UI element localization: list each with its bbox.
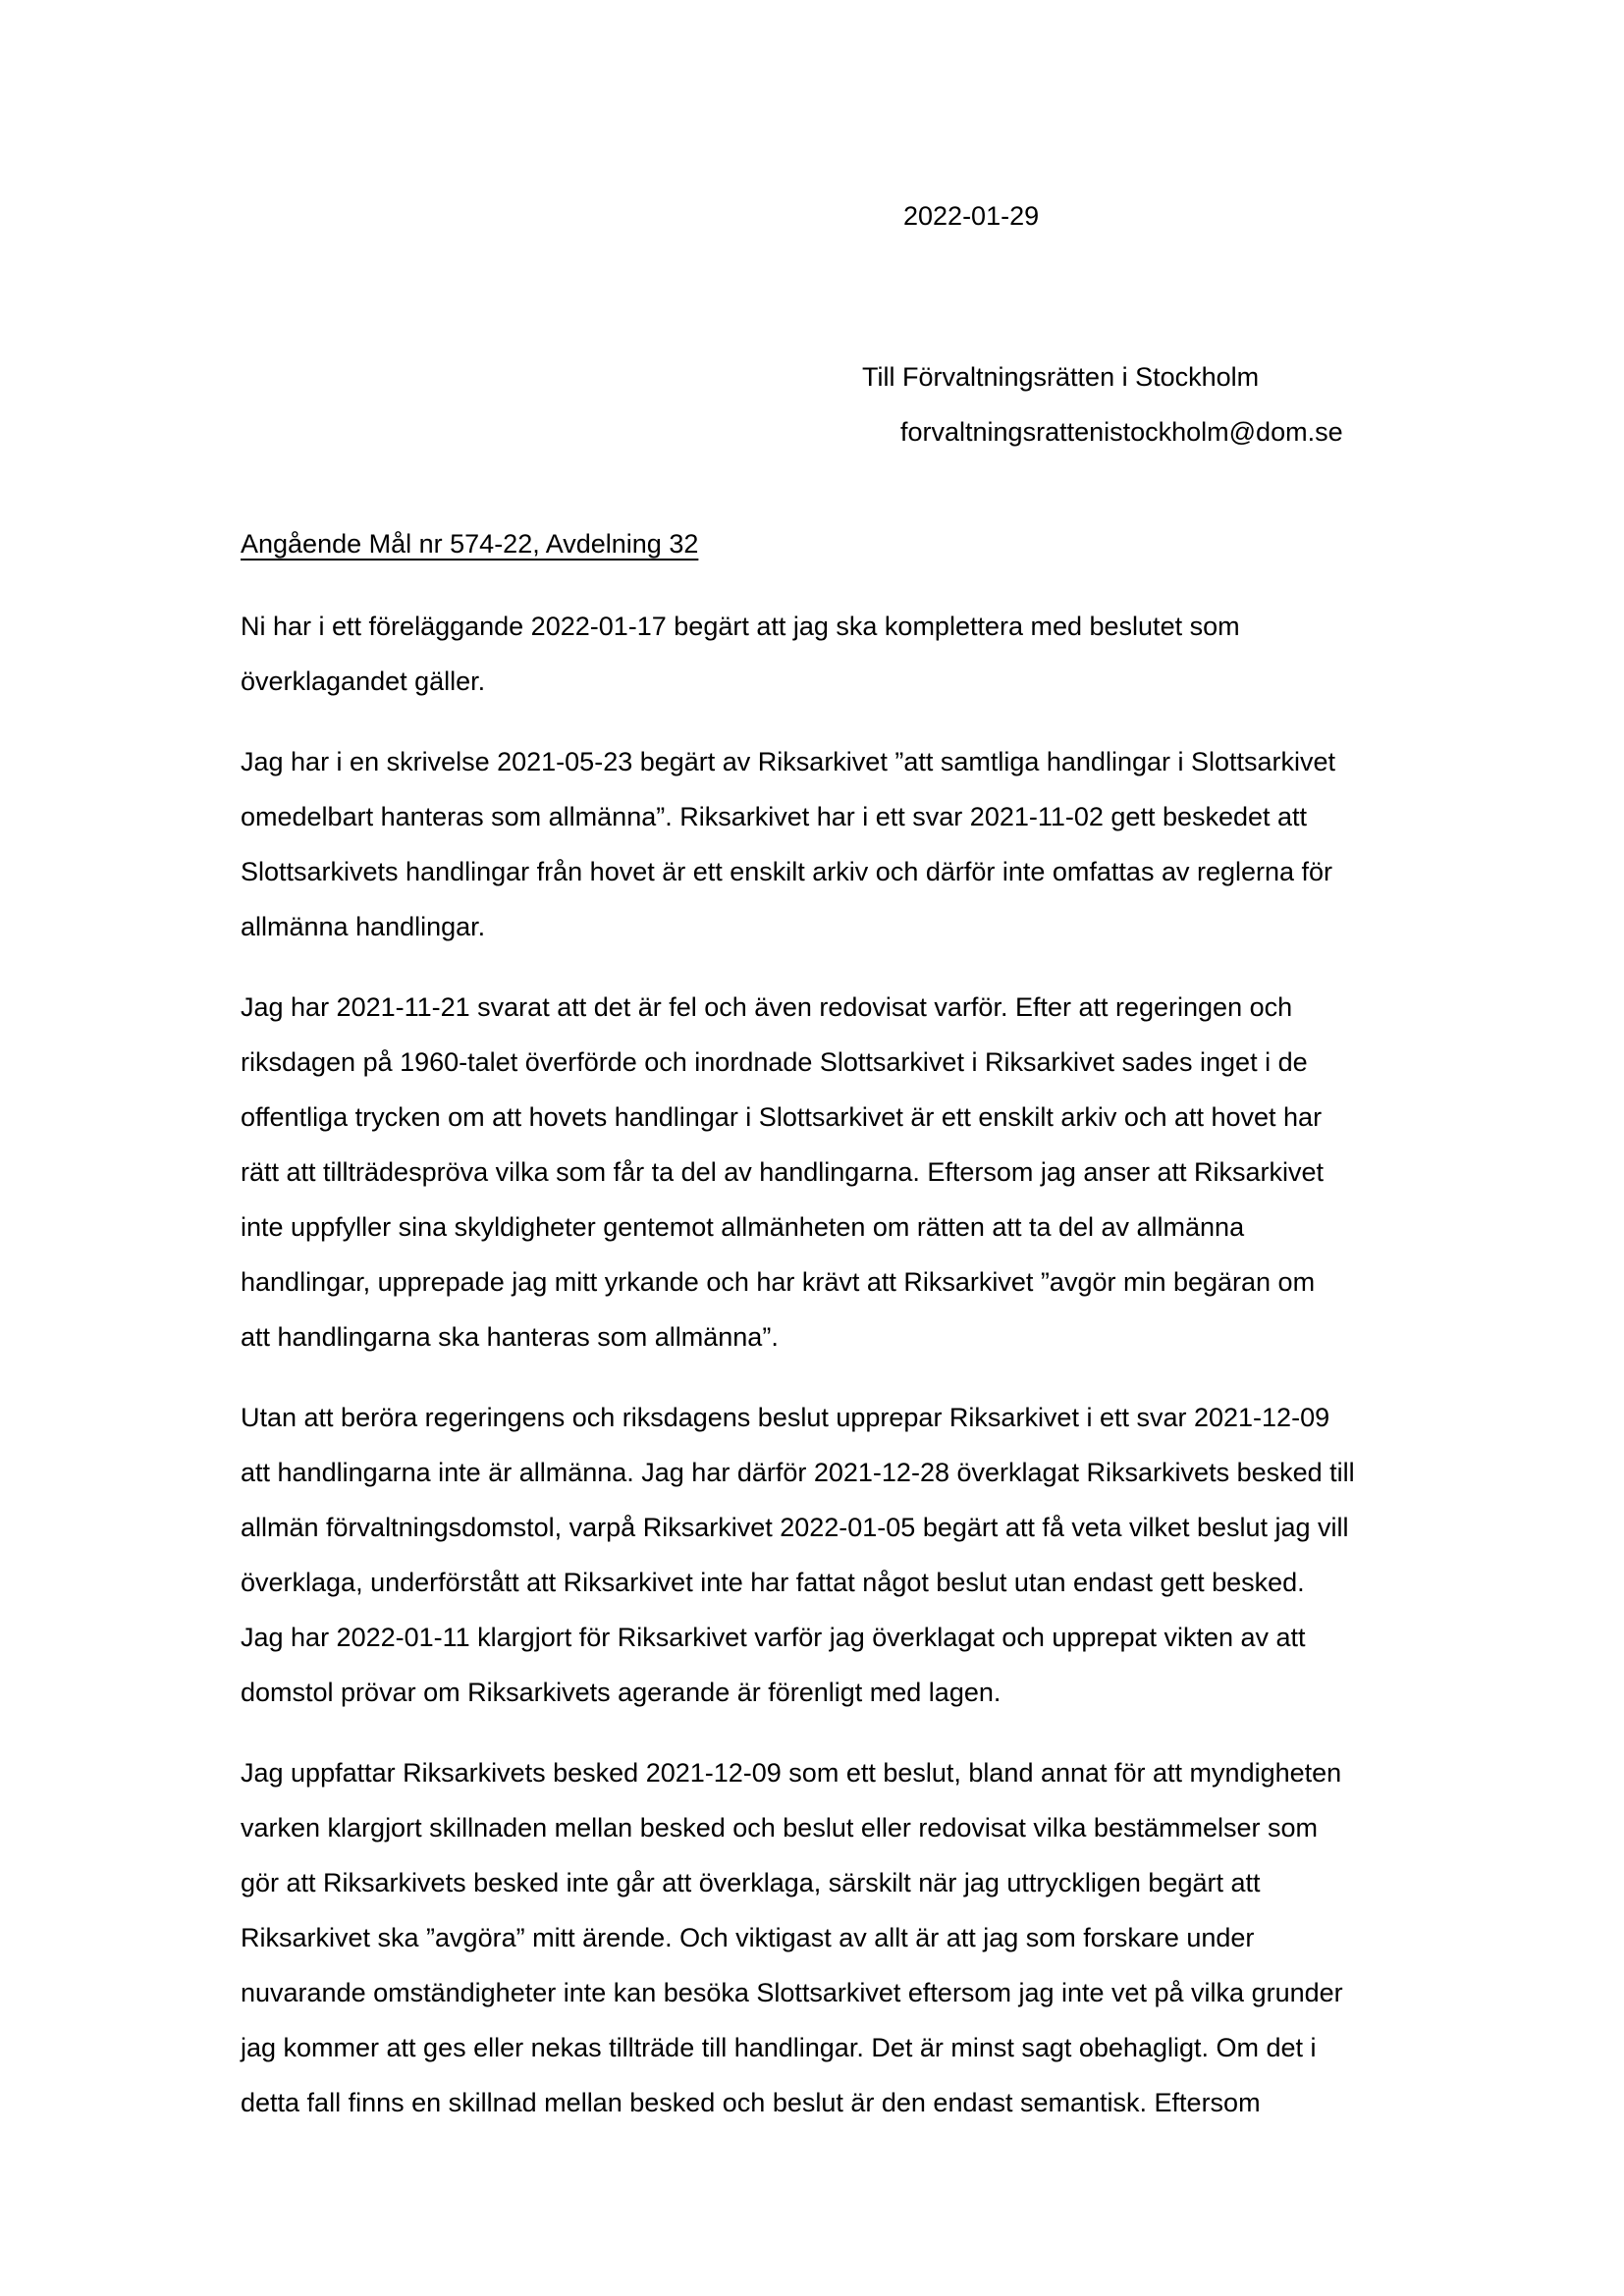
text-line: handlingar, upprepade jag mitt yrkande och har krävt att Riksarkivet ”avgör min begäran om	[241, 1267, 1316, 1297]
text-line: överklagandet gäller.	[241, 667, 486, 696]
text-line: riksdagen på 1960-talet överförde och inordnade Slottsarkivet i Riksarkivet sades inget i de	[241, 1047, 1308, 1077]
text-line: Utan att beröra regeringens och riksdagens beslut upprepar Riksarkivet i ett svar 2021-12-09	[241, 1403, 1330, 1432]
paragraph	[241, 1390, 1447, 1720]
text-line: allmän förvaltningsdomstol, varpå Riksarkivet 2022-01-05 begärt att få veta vilket beslut jag vill	[241, 1513, 1349, 1542]
text-line: inte uppfyller sina skyldigheter gentemot allmänheten om rätten att ta del av allmänna	[241, 1212, 1245, 1242]
text-line: Slottsarkivets handlingar från hovet är ett enskilt arkiv och därför inte omfattas av reglerna för	[241, 857, 1333, 886]
text-line: omedelbart hanteras som allmänna”. Riksarkivet har i ett svar 2021-11-02 gett beskedet att	[241, 802, 1308, 831]
paragraph	[241, 1745, 1447, 2130]
paragraph	[241, 599, 1447, 709]
paragraph	[241, 734, 1447, 954]
recipient-line: Till Förvaltningsrätten i Stockholm	[862, 362, 1260, 392]
text-line: detta fall finns en skillnad mellan besked och beslut är den endast semantisk. Eftersom	[241, 2088, 1261, 2117]
text-line: överklaga, underförstått att Riksarkivet inte har fattat något beslut utan endast gett besked.	[241, 1568, 1305, 1597]
text-line: att handlingarna ska hanteras som allmänna”.	[241, 1322, 779, 1352]
text-line: domstol prövar om Riksarkivets agerande är förenligt med lagen.	[241, 1678, 1001, 1707]
text-line: Jag har 2022-01-11 klargjort för Riksarkivet varför jag överklagat och upprepat vikten av att	[241, 1623, 1306, 1652]
text-line: Jag har 2021-11-21 svarat att det är fel och även redovisat varför. Efter att regeringen och	[241, 992, 1293, 1022]
text-line: gör att Riksarkivets besked inte går att överklaga, särskilt när jag uttryckligen begärt att	[241, 1868, 1261, 1897]
text-line: Riksarkivet ska ”avgöra” mitt ärende. Och viktigast av allt är att jag som forskare under	[241, 1923, 1255, 1952]
text-line: Jag uppfattar Riksarkivets besked 2021-12-09 som ett beslut, bland annat för att myndigheten	[241, 1758, 1342, 1788]
text-line: Ni har i ett föreläggande 2022-01-17 begärt att jag ska komplettera med beslutet som	[241, 612, 1240, 641]
subject-heading: Angående Mål nr 574-22, Avdelning 32	[241, 529, 699, 559]
letter-body	[241, 599, 1447, 2130]
text-line: att handlingarna inte är allmänna. Jag har därför 2021-12-28 överklagat Riksarkivets besked till	[241, 1458, 1355, 1487]
paragraph	[241, 980, 1447, 1364]
text-line: offentliga trycken om att hovets handlingar i Slottsarkivet är ett enskilt arkiv och att hovet har	[241, 1102, 1323, 1132]
text-line: Jag har i en skrivelse 2021-05-23 begärt av Riksarkivet ”att samtliga handlingar i Slottsarkivet	[241, 747, 1336, 776]
letter-date: 2022-01-29	[903, 201, 1040, 231]
text-line: rätt att tillträdespröva vilka som får ta del av handlingarna. Eftersom jag anser att Riksarkivet	[241, 1157, 1324, 1187]
text-line: varken klargjort skillnaden mellan besked och beslut eller redovisat vilka bestämmelser som	[241, 1813, 1318, 1842]
text-line: allmänna handlingar.	[241, 912, 486, 941]
text-line: nuvarande omständigheter inte kan besöka Slottsarkivet eftersom jag inte vet på vilka grunder	[241, 1978, 1343, 2007]
recipient-email: forvaltningsrattenistockholm@dom.se	[900, 417, 1343, 447]
text-line: jag kommer att ges eller nekas tillträde till handlingar. Det är minst sagt obehagligt. Om det i	[241, 2033, 1317, 2062]
